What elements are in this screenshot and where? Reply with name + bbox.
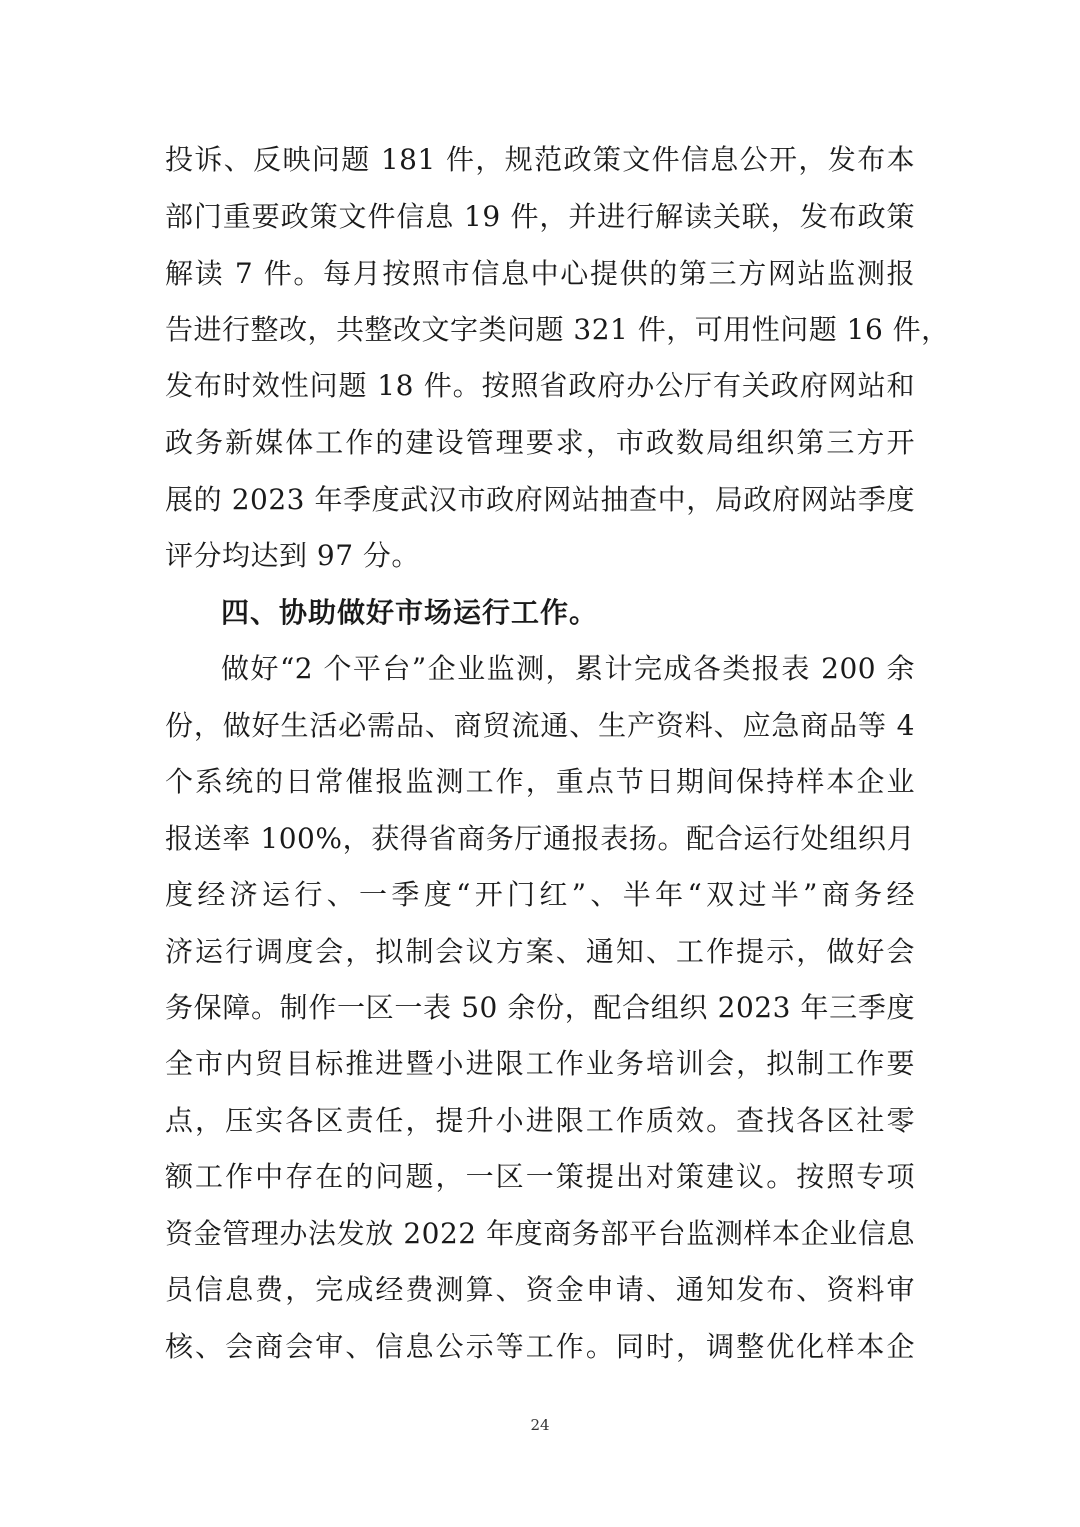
paragraph-line: 个系统的日常催报监测工作，重点节日期间保持样本企业 [165,765,915,798]
paragraph-line: 报送率 100%，获得省商务厅通报表扬。配合运行处组织月 [165,822,915,855]
paragraph-line: 点，压实各区责任，提升小进限工作质效。查找各区社零 [165,1104,915,1137]
paragraph-line: 资金管理办法发放 2022 年度商务部平台监测样本企业信息 [165,1217,915,1250]
paragraph-line: 务保障。制作一区一表 50 余份，配合组织 2023 年三季度 [165,991,915,1024]
paragraph-line: 告进行整改，共整改文字类问题 321 件，可用性问题 16 件， [165,313,950,346]
paragraph-line: 份，做好生活必需品、商贸流通、生产资料、应急商品等 4 [165,709,915,742]
paragraph-line: 投诉、反映问题 181 件，规范政策文件信息公开，发布本 [165,143,915,176]
paragraph-line: 济运行调度会，拟制会议方案、通知、工作提示，做好会 [165,935,915,968]
page-number: 24 [530,1416,550,1434]
paragraph-line: 评分均达到 97 分。 [165,539,420,572]
paragraph-line: 做好“2 个平台”企业监测，累计完成各类报表 200 余 [221,652,915,685]
paragraph-line: 政务新媒体工作的建设管理要求，市政数局组织第三方开 [165,426,915,459]
paragraph-line: 度经济运行、一季度“开门红”、半年“双过半”商务经 [165,878,915,911]
paragraph-line: 全市内贸目标推进暨小进限工作业务培训会，拟制工作要 [165,1047,915,1080]
paragraph-line: 解读 7 件。每月按照市信息中心提供的第三方网站监测报 [165,257,915,290]
paragraph-line: 核、会商会审、信息公示等工作。同时，调整优化样本企 [165,1330,915,1363]
paragraph-line: 展的 2023 年季度武汉市政府网站抽查中，局政府网站季度 [165,483,915,516]
paragraph-line: 员信息费，完成经费测算、资金申请、通知发布、资料审 [165,1273,915,1306]
paragraph-line: 部门重要政策文件信息 19 件，并进行解读关联，发布政策 [165,200,915,233]
section-heading: 四、协助做好市场运行工作。 [221,596,599,629]
paragraph-line: 额工作中存在的问题，一区一策提出对策建议。按照专项 [165,1160,915,1193]
paragraph-line: 发布时效性问题 18 件。按照省政府办公厅有关政府网站和 [165,369,915,402]
